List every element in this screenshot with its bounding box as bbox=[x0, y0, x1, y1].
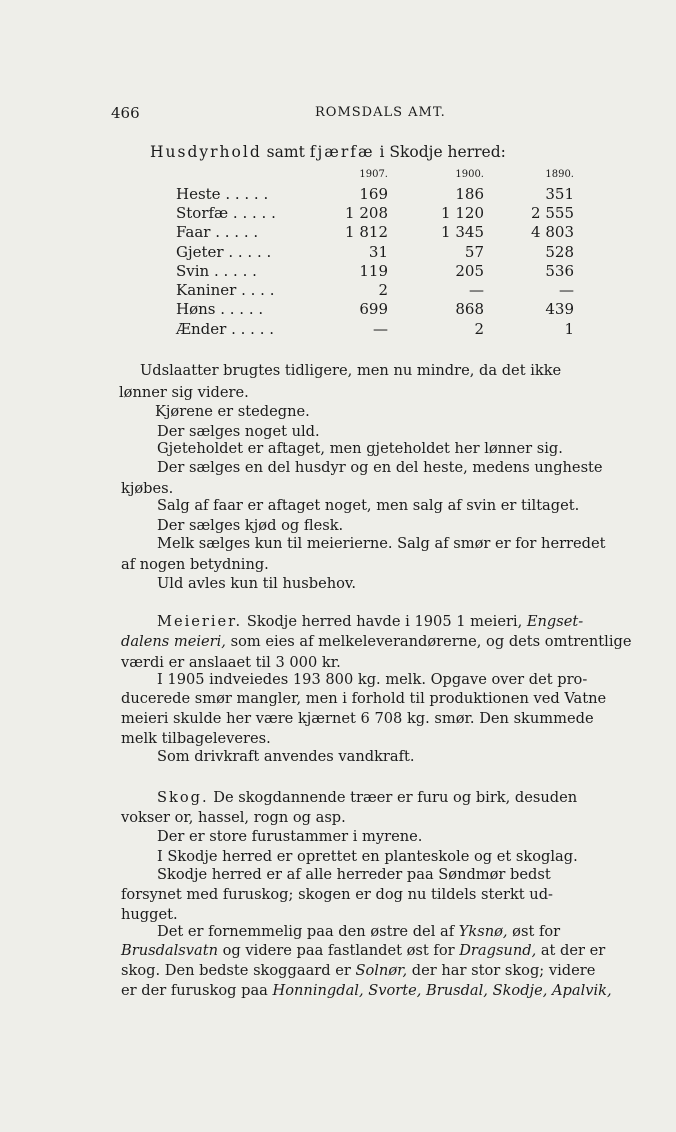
cell-1890: 351 bbox=[545, 184, 574, 203]
table-title-end: i Skodje herred: bbox=[374, 143, 506, 161]
text-span: der har stor skog; videre bbox=[407, 962, 596, 979]
text-line: I Skodje herred er oprettet en planteskole og et skoglag. bbox=[157, 848, 578, 865]
section-heading-meierier: Meierier. bbox=[157, 613, 243, 630]
text-line bbox=[121, 633, 631, 651]
page-header bbox=[111, 104, 611, 126]
cell-1900: 868 bbox=[455, 300, 484, 319]
text-line: Gjeteholdet er aftaget, men gjeteholdet her lønner sig. bbox=[157, 440, 563, 457]
text-line: meieri skulde her være kjærnet 6 708 kg. smør. Den skummede bbox=[121, 710, 594, 727]
section-heading-skog: Skog. bbox=[157, 789, 209, 806]
year-header: 1900. bbox=[455, 168, 484, 180]
cell-1907: 1 812 bbox=[345, 223, 388, 242]
cell-1890: 1 bbox=[564, 319, 574, 338]
text-line bbox=[157, 789, 577, 807]
table-title-mid: samt bbox=[261, 143, 310, 161]
text-line: Salg af faar er aftaget noget, men salg af svin er tiltaget. bbox=[157, 497, 580, 514]
table-row bbox=[176, 261, 574, 280]
place-name: Dragsund, bbox=[459, 942, 537, 959]
table-row bbox=[176, 280, 574, 299]
text-line: I 1905 indveiedes 193 800 kg. melk. Opgave over det pro- bbox=[157, 671, 588, 688]
text-line: melk tilbageleveres. bbox=[121, 730, 271, 747]
cell-1890: 4 803 bbox=[531, 223, 574, 242]
table-title bbox=[150, 143, 506, 161]
text-line bbox=[157, 613, 583, 631]
text-span: Skodje herred havde i 1905 1 meieri, bbox=[242, 613, 527, 630]
text-line: Skodje herred er af alle herreder paa Søndmør bedst bbox=[157, 866, 551, 883]
year-header-row bbox=[176, 164, 574, 184]
cell-1900: 186 bbox=[455, 184, 484, 203]
page-number: 466 bbox=[111, 104, 140, 122]
table-row bbox=[176, 184, 574, 203]
text-span: at der er bbox=[536, 942, 606, 959]
header-blank bbox=[176, 164, 296, 184]
row-label: Heste . . . . . bbox=[176, 184, 269, 203]
text-span: er der furuskog paa bbox=[121, 982, 273, 999]
text-line: af nogen betydning. bbox=[121, 556, 269, 573]
row-label: Svin . . . . . bbox=[176, 261, 257, 280]
place-name: Engset- bbox=[526, 613, 584, 630]
text-line: værdi er anslaaet til 3 000 kr. bbox=[121, 654, 341, 671]
cell-1900: 2 bbox=[474, 319, 484, 338]
table-row bbox=[176, 319, 574, 338]
text-line: vokser or, hassel, rogn og asp. bbox=[121, 809, 346, 826]
text-line: Melk sælges kun til meierierne. Salg af smør er for herredet bbox=[157, 535, 606, 552]
row-label: Storfæ . . . . . bbox=[176, 203, 276, 222]
table-title-word-fjaerfae: fjærfæ bbox=[309, 143, 375, 161]
text-span: Det er fornemmelig paa den østre del af bbox=[157, 923, 459, 940]
text-line bbox=[121, 982, 612, 1000]
cell-1890: — bbox=[559, 281, 574, 300]
row-label: Høns . . . . . bbox=[176, 300, 264, 319]
text-line: hugget. bbox=[121, 906, 178, 923]
text-line bbox=[121, 942, 605, 960]
table-row bbox=[176, 300, 574, 319]
cell-1890: 439 bbox=[545, 300, 574, 319]
cell-1890: 536 bbox=[545, 261, 574, 280]
text-line: kjøbes. bbox=[121, 480, 174, 497]
place-name: Yksnø, bbox=[458, 923, 508, 940]
text-span: skog. Den bedste skoggaard er bbox=[121, 962, 356, 979]
place-names-list: Honningdal, Svorte, Brusdal, Skodje, Apalvik, bbox=[272, 982, 612, 999]
year-header: 1890. bbox=[545, 168, 574, 180]
text-line: Der er store furustammer i myrene. bbox=[157, 828, 423, 845]
place-name: Solnør, bbox=[355, 962, 408, 979]
cell-1900: 205 bbox=[455, 261, 484, 280]
text-line: ducerede smør mangler, men i forhold til produktionen ved Vatne bbox=[121, 690, 607, 707]
cell-1900: 1 120 bbox=[441, 203, 484, 222]
text-line: Der sælges noget uld. bbox=[157, 423, 320, 440]
cell-1907: — bbox=[373, 319, 388, 338]
text-line: Uld avles kun til husbehov. bbox=[157, 575, 357, 592]
cell-1907: 699 bbox=[359, 300, 388, 319]
cell-1890: 528 bbox=[545, 242, 574, 261]
place-name: dalens meieri, bbox=[121, 633, 226, 650]
cell-1907: 31 bbox=[368, 242, 388, 261]
text-line bbox=[157, 923, 560, 941]
row-label: Ænder . . . . . bbox=[176, 319, 275, 338]
cell-1900: 57 bbox=[464, 242, 484, 261]
cell-1907: 119 bbox=[359, 261, 388, 280]
cell-1907: 2 bbox=[378, 281, 388, 300]
row-label: Kaniner . . . . bbox=[176, 281, 275, 300]
row-label: Gjeter . . . . . bbox=[176, 242, 272, 261]
running-head: ROMSDALS AMT. bbox=[315, 105, 446, 120]
place-name: Brusdalsvatn bbox=[121, 942, 218, 959]
text-line: Der sælges en del husdyr og en del heste, medens ungheste bbox=[157, 459, 603, 476]
livestock-table bbox=[176, 164, 574, 338]
cell-1900: 1 345 bbox=[441, 223, 484, 242]
table-title-word-husdyrhold: Husdyrhold bbox=[150, 143, 262, 161]
text-span: øst for bbox=[507, 923, 561, 940]
text-line: Der sælges kjød og flesk. bbox=[157, 517, 344, 534]
table-row bbox=[176, 203, 574, 222]
table-row bbox=[176, 242, 574, 261]
text-line: Udslaatter brugtes tidligere, men nu mindre, da det ikke bbox=[140, 362, 562, 379]
text-line: Kjørene er stedegne. bbox=[155, 403, 310, 420]
text-line: forsynet med furuskog; skogen er dog nu tildels sterkt ud- bbox=[121, 886, 553, 903]
cell-1890: 2 555 bbox=[531, 203, 574, 222]
table-row bbox=[176, 223, 574, 242]
text-line bbox=[121, 962, 595, 980]
cell-1900: — bbox=[469, 281, 484, 300]
text-line: lønner sig videre. bbox=[119, 384, 249, 401]
cell-1907: 1 208 bbox=[345, 203, 388, 222]
text-span: De skogdannende træer er furu og birk, desuden bbox=[208, 789, 578, 806]
text-span: og videre paa fastlandet øst for bbox=[218, 942, 460, 959]
text-line: Som drivkraft anvendes vandkraft. bbox=[157, 748, 415, 765]
year-header: 1907. bbox=[359, 168, 388, 180]
cell-1907: 169 bbox=[359, 184, 388, 203]
text-span: som eies af melkeleverandørerne, og dets omtrentlige bbox=[225, 633, 632, 650]
row-label: Faar . . . . . bbox=[176, 223, 259, 242]
